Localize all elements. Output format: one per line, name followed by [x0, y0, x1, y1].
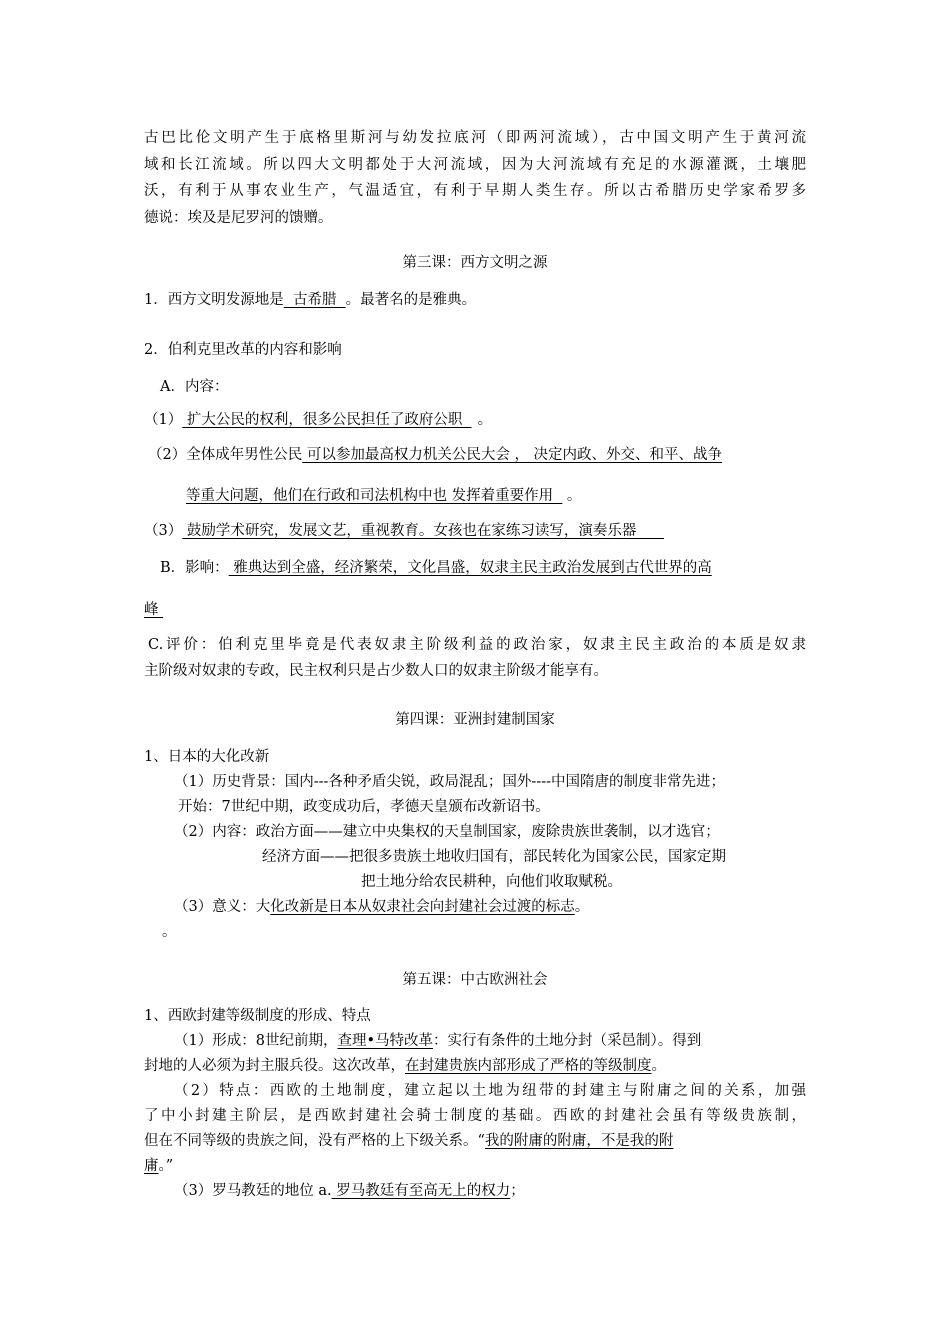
intro-line-4: 德说：埃及是尼罗河的馈赠。: [144, 210, 333, 226]
lesson4-content-line2: 经济方面——把很多贵族土地收归国有，部民转化为国家公民，国家定期: [262, 849, 726, 865]
lesson4-q1-title: 1、日本的大化改新: [144, 749, 270, 765]
lesson3-b-prefix: B．影响：: [160, 560, 229, 576]
lesson3-item2-line2: [186, 486, 581, 506]
lesson5-form-prefix: （1）形成：8世纪前期，: [174, 1033, 338, 1049]
lesson5-feat-answer2: 庸: [144, 1158, 159, 1174]
lesson3-item1: [144, 410, 492, 430]
lesson3-title: 第三课：西方文明之源: [402, 255, 548, 271]
lesson3-item2-answer1: 可以参加最高权力机关公民大会 ， 决定内政、外交、和平、战争: [302, 447, 723, 463]
intro-line-2: 域和长江流域。所以四大文明都处于大河流域，因为大河流域有充足的水源灌溉，土壤肥: [144, 157, 806, 173]
lesson5-feat-line4: [144, 1156, 173, 1176]
lesson5-pope-line: [174, 1181, 525, 1201]
lesson3-item3-num: （3）: [144, 523, 183, 539]
lesson3-item2-line1: [148, 445, 722, 465]
lesson4-significance: [174, 897, 589, 917]
lesson3-item3: [144, 521, 664, 541]
lesson3-b-answer2: 峰: [144, 602, 164, 618]
lesson5-pope-prefix: （3）罗马教廷的地位 a.: [174, 1183, 332, 1199]
lesson5-form-answer1: 查理•马特改革: [337, 1033, 434, 1049]
lesson3-b-line2: [144, 600, 163, 620]
lesson5-form-answer2: 在封建贵族内部形成了严格的等级制度: [405, 1058, 652, 1074]
lesson5-feat-line3-prefix: 但在不同等级的贵族之间，没有严格的上下级关系。“: [144, 1133, 485, 1149]
lesson4-bg-line2: 开始：7世纪中期，政变成功后，孝德天皇颁布改新诏书。: [178, 799, 550, 815]
lesson5-title: 第五课：中古欧洲社会: [402, 972, 548, 988]
lesson3-a-label: A．内容：: [160, 379, 229, 395]
lesson3-q1: [144, 290, 476, 310]
lesson5-q1-title: 1、西欧封建等级制度的形成、特点: [144, 1008, 371, 1024]
lesson4-sig-answer: 化改新是日本从奴隶社会向封建社会过渡的标志: [270, 899, 575, 915]
lesson3-q1-suffix: 。最著名的是雅典。: [345, 292, 477, 308]
lesson3-item3-answer: 鼓励学术研究，发展文艺，重视教育。女孩也在家练习读写，演奏乐器: [182, 523, 664, 539]
lesson5-form-mid: ：实行有条件的土地分封（采邑制）。得到: [433, 1033, 702, 1049]
lesson5-feat-answer1: 我的附庸的附庸，不是我的附: [484, 1133, 674, 1149]
lesson3-item1-num: （1）: [144, 412, 183, 428]
lesson3-q2-title: 2．伯利克里改革的内容和影响: [144, 342, 342, 358]
lesson5-pope-answer: 罗马教廷有至高无上的权力: [331, 1183, 511, 1199]
lesson3-b-line1: [160, 558, 712, 578]
intro-line-3: 沃，有利于从事农业生产，气温适宜，有利于早期人类生存。所以古希腊历史学家希罗多: [144, 183, 806, 199]
lesson3-item1-end: 。: [477, 412, 493, 428]
lesson4-content-line3: 把土地分给农民耕种，向他们收取赋税。: [361, 874, 622, 890]
lesson5-form-line1: [174, 1031, 701, 1051]
lesson3-b-answer1: 雅典达到全盛，经济繁荣，文化昌盛，奴隶主民主政治发展到古代世界的高: [228, 560, 712, 576]
lesson5-form-end: 。: [651, 1058, 666, 1074]
lesson3-item2-prefix: （2）全体成年男性公民: [148, 447, 303, 463]
lesson5-form-line2: [144, 1056, 666, 1076]
lesson3-item2-end: 。: [562, 488, 582, 504]
lesson5-feat-line2: 了中小封建主阶层，是西欧封建社会骑士制度的基础。西欧的封建社会虽有等级贵族制，: [144, 1108, 806, 1124]
lesson3-q1-prefix: 1．西方文明发源地是: [144, 292, 284, 308]
lesson5-form-line2-prefix: 封地的人必须为封主服兵役。这次改革，: [144, 1058, 405, 1074]
lesson5-feat-line1: （2）特点：西欧的土地制度，建立起以土地为纽带的封建主与附庸之间的关系，加强: [174, 1083, 806, 1099]
lesson4-sig-prefix: （3）意义：大: [174, 899, 271, 915]
lesson3-item1-answer: 扩大公民的权利，很多公民担任了政府公职: [182, 412, 472, 428]
intro-line-1: 古巴比伦文明产生于底格里斯河与幼发拉底河（即两河流域），古中国文明产生于黄河流: [144, 130, 806, 146]
lesson4-title: 第四课：亚洲封建制国家: [395, 712, 555, 728]
lesson3-q1-answer: 古希腊: [283, 292, 346, 308]
lesson4-content-line1: （2）内容：政治方面——建立中央集权的天皇制国家，废除贵族世袭制，以才选官；: [174, 824, 720, 840]
lesson4-stray-mark: 。: [162, 924, 177, 940]
lesson3-item2-answer2: 等重大问题，他们在行政和司法机构中也 发挥着重要作用: [186, 488, 563, 504]
lesson3-c-line1: C.评价：伯利克里毕竟是代表奴隶主阶级利益的政治家，奴隶主民主政治的本质是奴隶: [148, 637, 806, 653]
lesson3-c-line2: 主阶级对奴隶的专政，民主权利只是占少数人口的奴隶主阶级才能享有。: [144, 663, 608, 679]
lesson5-feat-end: 。”: [158, 1158, 174, 1174]
lesson4-bg-line1: （1）历史背景：国内---各种矛盾尖锐，政局混乱；国外----中国隋唐的制度非常先进；: [174, 774, 726, 790]
lesson5-pope-end: ；: [510, 1183, 525, 1199]
lesson4-sig-end: 。: [574, 899, 590, 915]
lesson5-feat-line3: [144, 1131, 673, 1151]
